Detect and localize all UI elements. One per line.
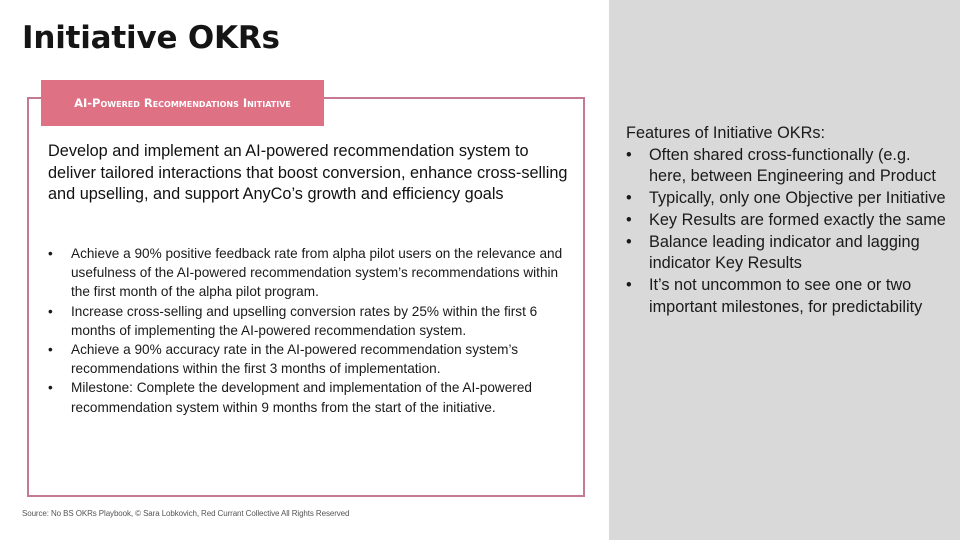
features-list xyxy=(626,145,946,319)
feature-item xyxy=(626,232,946,275)
feature-text: It’s not uncommon to see one or two important milestones, for predictability xyxy=(649,275,923,316)
feature-text: Balance leading indicator and lagging indicator Key Results xyxy=(649,232,920,273)
feature-text: Typically, only one Objective per Initiative xyxy=(649,189,946,208)
bullet-icon: • xyxy=(48,342,53,358)
key-result-text: Achieve a 90% positive feedback rate from alpha pilot users on the relevance and usefulness of the AI-powered recommendation system’s recommendations within the first month of the alpha pilot program. xyxy=(71,246,563,300)
key-result-item xyxy=(48,340,568,378)
bullet-icon: • xyxy=(626,145,632,164)
feature-item xyxy=(626,188,946,210)
feature-item xyxy=(626,145,946,188)
okr-card-label: AI-Powered Recommendations Initiative xyxy=(41,80,324,126)
key-result-text: Increase cross-selling and upselling conversion rates by 25% within the first 6 months of implementing the AI-powered recommendation system. xyxy=(71,303,538,338)
key-result-item xyxy=(48,378,568,416)
bullet-icon: • xyxy=(48,246,53,261)
page-title: Initiative OKRs xyxy=(22,20,280,56)
key-results-list xyxy=(48,244,568,417)
bullet-icon: • xyxy=(626,189,632,208)
feature-item xyxy=(626,275,946,318)
objective-text: Develop and implement an AI-powered recommendation system to deliver tailored interactions that boost conversion, enhance cross-selling and upselling, and support AnyCo’s growth and efficiency goals xyxy=(48,142,568,203)
features-panel xyxy=(626,123,946,318)
bullet-icon: • xyxy=(626,232,632,251)
key-result-text: Milestone: Complete the development and implementation of the AI-powered recommendation system within 9 months from the start of the initiative. xyxy=(71,380,532,415)
feature-text: Key Results are formed exactly the same xyxy=(649,210,946,229)
feature-item xyxy=(626,210,946,232)
key-result-item xyxy=(48,302,568,340)
bullet-icon: • xyxy=(626,275,632,294)
feature-text: Often shared cross-functionally (e.g. here, between Engineering and Product xyxy=(649,145,936,186)
source-footnote: Source: No BS OKRs Playbook, © Sara Lobkovich, Red Currant Collective All Rights Reserved xyxy=(22,509,350,518)
bullet-icon: • xyxy=(48,303,53,319)
key-result-text: Achieve a 90% accuracy rate in the AI-powered recommendation system’s recommendations within the first 3 months of implementation. xyxy=(71,342,519,377)
bullet-icon: • xyxy=(48,380,53,396)
key-result-item xyxy=(48,244,568,302)
bullet-icon: • xyxy=(626,210,632,229)
features-title: Features of Initiative OKRs: xyxy=(626,124,826,142)
